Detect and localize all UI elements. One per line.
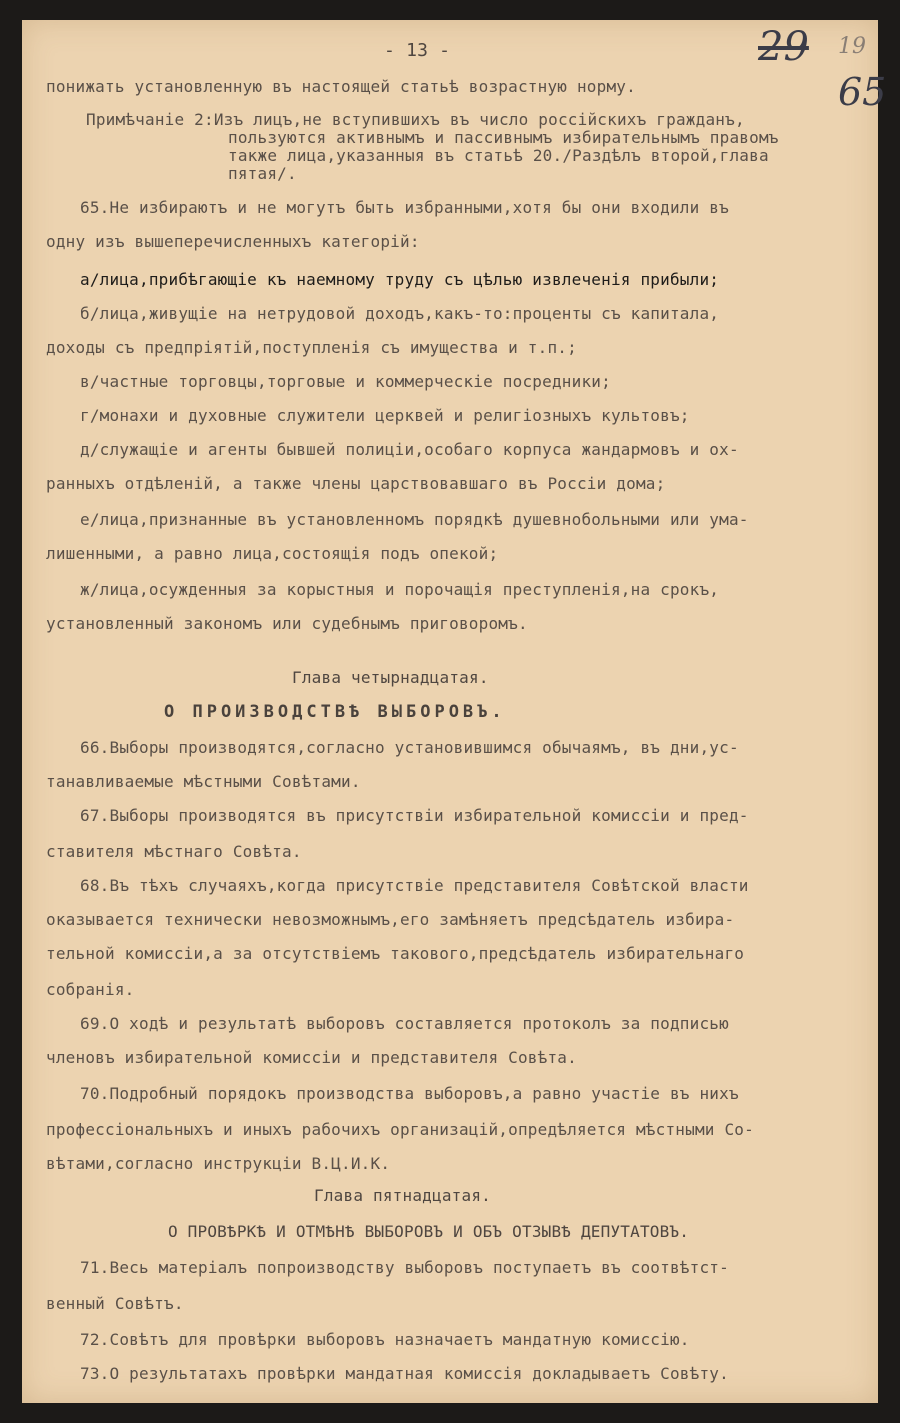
text-line: оказывается технически невозможнымъ,его замѣняетъ предсѣдатель избира- xyxy=(46,910,735,929)
chapter-title: О ПРОВѢРКѢ И ОТМѢНѢ ВЫБОРОВЪ И ОБЪ ОТЗЫВѢ ДЕПУТАТОВЪ. xyxy=(168,1222,690,1241)
text-line: 70.Подробный порядокъ производства выборовъ,а равно участіе въ нихъ xyxy=(80,1084,739,1103)
text-line: 68.Въ тѣхъ случаяхъ,когда присутствіе представителя Совѣтской власти xyxy=(80,876,749,895)
text-line: пользуются активнымъ и пассивнымъ избирательнымъ правомъ xyxy=(228,128,779,147)
text-line: д/служащіе и агенты бывшей полиціи,особаго корпуса жандармовъ и ох- xyxy=(80,440,739,459)
text-line: собранія. xyxy=(46,980,135,999)
chapter-heading: Глава пятнадцатая. xyxy=(314,1186,491,1205)
handwritten-faded-number: 19 xyxy=(838,34,866,59)
text-line: венный Совѣтъ. xyxy=(46,1294,184,1313)
text-line: б/лица,живущіе на нетрудовой доходъ,какъ-то:проценты съ капитала, xyxy=(80,304,720,323)
text-line: профессіональныхъ и иныхъ рабочихъ организацій,опредѣляется мѣстными Со- xyxy=(46,1120,754,1139)
text-line: в/частные торговцы,торговые и коммерческіе посредники; xyxy=(80,372,611,391)
handwritten-archive-number: 65 xyxy=(838,70,887,114)
chapter-title: О ПРОИЗВОДСТВѢ ВЫБОРОВЪ. xyxy=(164,702,506,722)
page-number: - 13 - xyxy=(384,40,451,61)
text-line: 72.Совѣтъ для провѣрки выборовъ назначаетъ мандатную комиссію. xyxy=(80,1330,690,1349)
text-line: 71.Весь матеріалъ попроизводству выборовъ поступаетъ въ соотвѣтст- xyxy=(80,1258,729,1277)
text-line: тельной комиссіи,а за отсутствіемъ такового,предсѣдатель избирательнаго xyxy=(46,944,745,963)
text-line: Примѣчаніе 2:Изъ лицъ,не вступившихъ въ число россійскихъ гражданъ, xyxy=(86,110,745,129)
text-line: установленный закономъ или судебнымъ приговоромъ. xyxy=(46,614,528,633)
text-line: а/лица,прибѣгающіе къ наемному труду съ цѣлью извлеченія прибыли; xyxy=(80,270,720,289)
text-line: вѣтами,согласно инструкціи В.Ц.И.К. xyxy=(46,1154,391,1173)
text-line: пятая/. xyxy=(228,164,297,183)
text-line: ставителя мѣстнаго Совѣта. xyxy=(46,842,302,861)
text-line: 67.Выборы производятся въ присутствіи избирательной комиссіи и пред- xyxy=(80,806,749,825)
text-line: понижать установленную въ настоящей статьѣ возрастную норму. xyxy=(46,77,636,96)
text-line: доходы съ предпріятій,поступленія съ имущества и т.п.; xyxy=(46,338,577,357)
text-line: г/монахи и духовные служители церквей и религіозныхъ культовъ; xyxy=(80,406,690,425)
chapter-heading: Глава четырнадцатая. xyxy=(292,668,489,687)
text-line: ранныхъ отдѣленій, а также члены царствовавшаго въ Россіи дома; xyxy=(46,474,666,493)
text-line: лишенными, а равно лица,состоящія подъ опекой; xyxy=(46,544,499,563)
text-line: членовъ избирательной комиссіи и представителя Совѣта. xyxy=(46,1048,577,1067)
text-line: 69.О ходѣ и результатѣ выборовъ составляется протоколъ за подписью xyxy=(80,1014,729,1033)
text-line: 66.Выборы производятся,согласно установившимся обычаямъ, въ дни,ус- xyxy=(80,738,739,757)
text-line: ж/лица,осужденныя за корыстныя и порочащія преступленія,на срокъ, xyxy=(80,580,720,599)
text-line: также лица,указанныя въ статьѣ 20./Раздѣлъ второй,глава xyxy=(228,146,769,165)
text-line: 73.О результатахъ провѣрки мандатная комиссія докладываетъ Совѣту. xyxy=(80,1364,729,1383)
text-line: е/лица,признанные въ установленномъ порядкѣ душевнобольными или ума- xyxy=(80,510,749,529)
text-line: одну изъ вышеперечисленныхъ категорій: xyxy=(46,232,420,251)
text-line: 65.Не избираютъ и не могутъ быть избранными,хотя бы они входили въ xyxy=(80,198,729,217)
text-line: танавливаемые мѣстными Совѣтами. xyxy=(46,772,361,791)
handwritten-folio-number: 29 xyxy=(758,24,809,70)
